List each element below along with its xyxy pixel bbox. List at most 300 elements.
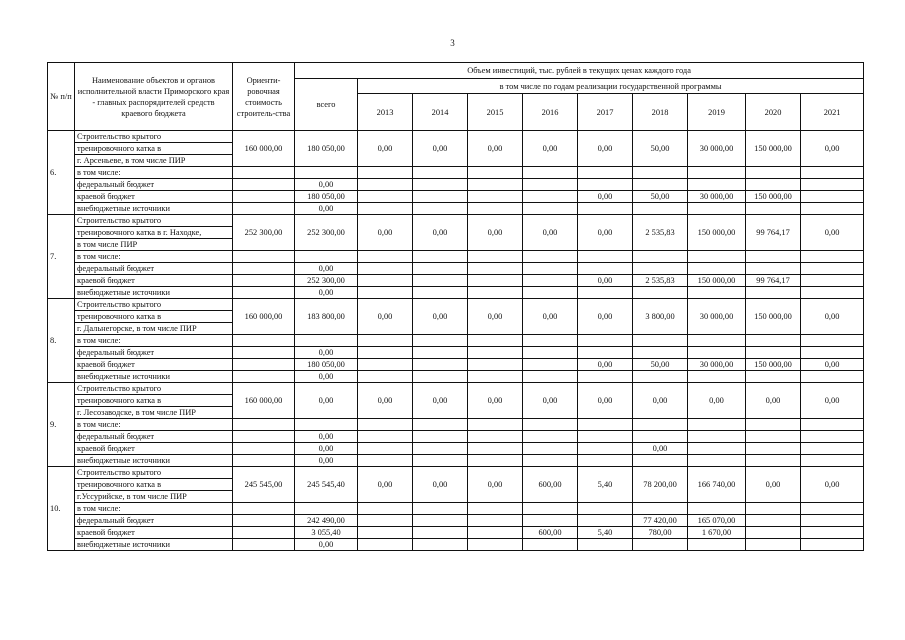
object-cost: 160 000,00 [233, 131, 295, 167]
funding-year-value [688, 167, 746, 179]
funding-cost [233, 287, 295, 299]
funding-year-value [523, 503, 578, 515]
funding-total: 242 490,00 [295, 515, 358, 527]
funding-row [48, 443, 864, 455]
funding-row [48, 335, 864, 347]
funding-year-value [801, 443, 864, 455]
funding-year-value [468, 503, 523, 515]
funding-year-value [746, 371, 801, 383]
header-year: 2016 [523, 94, 578, 131]
funding-year-value [633, 335, 688, 347]
funding-year-value [468, 287, 523, 299]
header-year: 2015 [468, 94, 523, 131]
funding-year-value [746, 443, 801, 455]
funding-year-value [578, 539, 633, 551]
funding-year-value [746, 539, 801, 551]
funding-total: 252 300,00 [295, 275, 358, 287]
funding-label: в том числе: [75, 167, 233, 179]
object-year-value: 0,00 [413, 299, 468, 335]
funding-year-value [523, 251, 578, 263]
funding-total: 0,00 [295, 347, 358, 359]
funding-year-value [413, 359, 468, 371]
funding-year-value [801, 263, 864, 275]
object-total: 180 050,00 [295, 131, 358, 167]
object-number: 6. [48, 131, 75, 215]
funding-cost [233, 539, 295, 551]
funding-cost [233, 515, 295, 527]
funding-year-value [801, 455, 864, 467]
funding-cost [233, 431, 295, 443]
funding-year-value [358, 455, 413, 467]
funding-year-value [413, 251, 468, 263]
funding-year-value [578, 335, 633, 347]
object-name-line: г. Дальнегорске, в том числе ПИР [75, 323, 233, 335]
funding-year-value [413, 455, 468, 467]
funding-row [48, 275, 864, 287]
funding-cost [233, 179, 295, 191]
funding-year-value [358, 539, 413, 551]
header-year: 2020 [746, 94, 801, 131]
funding-year-value [468, 539, 523, 551]
funding-year-value [413, 527, 468, 539]
funding-row [48, 539, 864, 551]
object-year-value: 0,00 [358, 383, 413, 419]
object-year-value: 0,00 [468, 299, 523, 335]
object-row [48, 299, 864, 311]
funding-year-value [413, 203, 468, 215]
object-name-line: тренировочного катка в [75, 143, 233, 155]
funding-year-value [468, 371, 523, 383]
funding-year-value [801, 179, 864, 191]
funding-year-value [578, 431, 633, 443]
object-year-value: 0,00 [468, 131, 523, 167]
funding-year-value: 150 000,00 [688, 275, 746, 287]
funding-total [295, 335, 358, 347]
object-cost: 160 000,00 [233, 383, 295, 419]
object-name-line: г.Уссурийске, в том числе ПИР [75, 491, 233, 503]
funding-year-value [358, 503, 413, 515]
funding-year-value [523, 263, 578, 275]
funding-year-value [801, 419, 864, 431]
object-year-value: 0,00 [633, 383, 688, 419]
funding-year-value [633, 287, 688, 299]
funding-label: краевой бюджет [75, 359, 233, 371]
funding-year-value [468, 335, 523, 347]
funding-year-value [358, 251, 413, 263]
funding-year-value [801, 539, 864, 551]
object-row [48, 131, 864, 143]
object-year-value: 0,00 [468, 215, 523, 251]
funding-year-value [801, 167, 864, 179]
funding-year-value [688, 263, 746, 275]
funding-year-value [578, 515, 633, 527]
funding-cost [233, 455, 295, 467]
object-number: 7. [48, 215, 75, 299]
funding-total [295, 503, 358, 515]
object-row [48, 215, 864, 227]
funding-label: федеральный бюджет [75, 263, 233, 275]
funding-year-value [746, 203, 801, 215]
object-year-value: 0,00 [413, 131, 468, 167]
funding-row [48, 347, 864, 359]
funding-year-value [688, 371, 746, 383]
funding-year-value [801, 275, 864, 287]
funding-year-value [468, 251, 523, 263]
funding-year-value [633, 203, 688, 215]
funding-year-value [746, 251, 801, 263]
header-total: всего [295, 79, 358, 131]
funding-year-value [633, 431, 688, 443]
object-name-line: тренировочного катка в [75, 395, 233, 407]
object-year-value: 150 000,00 [688, 215, 746, 251]
funding-year-value [358, 431, 413, 443]
funding-year-value [413, 443, 468, 455]
funding-label: федеральный бюджет [75, 179, 233, 191]
funding-year-value [688, 347, 746, 359]
object-row [48, 467, 864, 479]
funding-year-value [578, 455, 633, 467]
object-year-value: 0,00 [358, 467, 413, 503]
funding-year-value [578, 287, 633, 299]
funding-label: в том числе: [75, 419, 233, 431]
object-name-line: в том числе ПИР [75, 239, 233, 251]
funding-year-value [801, 203, 864, 215]
funding-total: 0,00 [295, 539, 358, 551]
funding-year-value [413, 335, 468, 347]
funding-row [48, 503, 864, 515]
funding-year-value: 150 000,00 [746, 191, 801, 203]
funding-label: в том числе: [75, 503, 233, 515]
funding-year-value [688, 431, 746, 443]
funding-cost [233, 251, 295, 263]
funding-label: краевой бюджет [75, 443, 233, 455]
funding-year-value [746, 419, 801, 431]
funding-year-value [468, 527, 523, 539]
object-name-line: Строительство крытого [75, 131, 233, 143]
funding-year-value [413, 431, 468, 443]
funding-row [48, 251, 864, 263]
object-year-value: 78 200,00 [633, 467, 688, 503]
funding-total: 3 055,40 [295, 527, 358, 539]
header-year: 2014 [413, 94, 468, 131]
object-cost: 160 000,00 [233, 299, 295, 335]
funding-year-value [688, 443, 746, 455]
object-year-value: 0,00 [468, 383, 523, 419]
object-total: 252 300,00 [295, 215, 358, 251]
funding-total: 180 050,00 [295, 191, 358, 203]
funding-year-value [523, 167, 578, 179]
funding-row [48, 167, 864, 179]
funding-year-value [413, 167, 468, 179]
funding-year-value [468, 515, 523, 527]
header-year: 2018 [633, 94, 688, 131]
funding-year-value [413, 191, 468, 203]
funding-year-value [358, 443, 413, 455]
funding-row [48, 515, 864, 527]
funding-total [295, 419, 358, 431]
object-year-value: 0,00 [746, 383, 801, 419]
object-year-value: 0,00 [468, 467, 523, 503]
funding-total [295, 167, 358, 179]
funding-year-value [413, 539, 468, 551]
funding-year-value: 0,00 [801, 359, 864, 371]
funding-year-value [523, 443, 578, 455]
funding-year-value: 1 670,00 [688, 527, 746, 539]
funding-row [48, 419, 864, 431]
object-year-value: 0,00 [413, 467, 468, 503]
funding-year-value [413, 347, 468, 359]
funding-year-value [413, 503, 468, 515]
object-year-value: 30 000,00 [688, 131, 746, 167]
funding-row [48, 431, 864, 443]
funding-year-value [688, 419, 746, 431]
funding-year-value [633, 371, 688, 383]
funding-year-value [801, 371, 864, 383]
funding-year-value: 2 535,83 [633, 275, 688, 287]
funding-year-value [468, 179, 523, 191]
object-name-line: тренировочного катка в г. Находке, [75, 227, 233, 239]
funding-year-value [746, 515, 801, 527]
object-year-value: 3 800,00 [633, 299, 688, 335]
object-year-value: 0,00 [358, 215, 413, 251]
object-year-value: 0,00 [523, 215, 578, 251]
object-year-value: 0,00 [358, 131, 413, 167]
funding-year-value [413, 371, 468, 383]
header-year: 2019 [688, 94, 746, 131]
funding-year-value [523, 515, 578, 527]
object-year-value: 166 740,00 [688, 467, 746, 503]
object-year-value: 0,00 [801, 299, 864, 335]
funding-year-value [358, 179, 413, 191]
funding-total: 0,00 [295, 431, 358, 443]
funding-year-value [468, 347, 523, 359]
funding-year-value [633, 347, 688, 359]
funding-label: краевой бюджет [75, 527, 233, 539]
object-year-value: 0,00 [578, 299, 633, 335]
object-year-value: 0,00 [578, 383, 633, 419]
funding-total: 0,00 [295, 371, 358, 383]
funding-year-value [358, 203, 413, 215]
object-year-value: 0,00 [801, 215, 864, 251]
funding-cost [233, 443, 295, 455]
funding-year-value [468, 443, 523, 455]
funding-year-value [801, 287, 864, 299]
funding-year-value [633, 419, 688, 431]
funding-row [48, 371, 864, 383]
object-year-value: 0,00 [688, 383, 746, 419]
funding-year-value [358, 419, 413, 431]
funding-year-value [523, 191, 578, 203]
funding-year-value [688, 287, 746, 299]
funding-year-value [358, 371, 413, 383]
funding-year-value [523, 287, 578, 299]
funding-year-value [688, 455, 746, 467]
funding-total: 0,00 [295, 455, 358, 467]
object-name-line: тренировочного катка в [75, 479, 233, 491]
funding-year-value [746, 287, 801, 299]
object-name-line: Строительство крытого [75, 467, 233, 479]
funding-cost [233, 527, 295, 539]
funding-year-value [413, 263, 468, 275]
funding-year-value: 99 764,17 [746, 275, 801, 287]
object-year-value: 600,00 [523, 467, 578, 503]
object-year-value: 0,00 [746, 467, 801, 503]
funding-year-value: 30 000,00 [688, 359, 746, 371]
object-year-value: 0,00 [413, 215, 468, 251]
funding-cost [233, 203, 295, 215]
funding-year-value [746, 455, 801, 467]
funding-row [48, 203, 864, 215]
funding-year-value [413, 419, 468, 431]
object-name-line: Строительство крытого [75, 215, 233, 227]
funding-year-value [633, 263, 688, 275]
funding-label: внебюджетные источники [75, 455, 233, 467]
funding-year-value [578, 347, 633, 359]
object-year-value: 30 000,00 [688, 299, 746, 335]
funding-row [48, 359, 864, 371]
funding-year-value [801, 527, 864, 539]
funding-year-value [523, 179, 578, 191]
funding-year-value [688, 503, 746, 515]
funding-total: 180 050,00 [295, 359, 358, 371]
object-name-line: г. Арсеньеве, в том числе ПИР [75, 155, 233, 167]
funding-cost [233, 371, 295, 383]
funding-year-value [523, 275, 578, 287]
investment-table [47, 62, 864, 551]
funding-year-value [578, 203, 633, 215]
funding-year-value: 780,00 [633, 527, 688, 539]
object-number: 8. [48, 299, 75, 383]
header-name: Наименование объектов и органов исполнительной власти Приморского края - главных распорядителей средств краевого бюджета [75, 63, 233, 131]
funding-year-value [358, 275, 413, 287]
object-year-value: 0,00 [523, 131, 578, 167]
funding-year-value [358, 167, 413, 179]
funding-year-value: 600,00 [523, 527, 578, 539]
funding-year-value [746, 335, 801, 347]
funding-year-value [358, 515, 413, 527]
funding-year-value [688, 179, 746, 191]
funding-year-value [688, 539, 746, 551]
funding-year-value [468, 419, 523, 431]
funding-year-value [523, 539, 578, 551]
funding-year-value [578, 251, 633, 263]
funding-year-value [578, 371, 633, 383]
table-header [48, 63, 864, 131]
object-year-value: 50,00 [633, 131, 688, 167]
funding-year-value [578, 167, 633, 179]
funding-year-value [413, 179, 468, 191]
object-year-value: 0,00 [578, 131, 633, 167]
funding-label: в том числе: [75, 335, 233, 347]
object-year-value: 0,00 [523, 383, 578, 419]
funding-year-value [746, 503, 801, 515]
funding-year-value [633, 455, 688, 467]
funding-year-value [801, 503, 864, 515]
funding-year-value [468, 191, 523, 203]
object-total: 183 800,00 [295, 299, 358, 335]
funding-year-value [358, 347, 413, 359]
funding-year-value [523, 419, 578, 431]
funding-year-value: 77 420,00 [633, 515, 688, 527]
object-year-value: 0,00 [801, 383, 864, 419]
table-body [48, 131, 864, 551]
funding-year-value [413, 275, 468, 287]
object-name-line: г. Лесозаводске, в том числе ПИР [75, 407, 233, 419]
funding-year-value [746, 179, 801, 191]
funding-total: 0,00 [295, 263, 358, 275]
object-year-value: 150 000,00 [746, 131, 801, 167]
funding-row [48, 179, 864, 191]
funding-year-value: 150 000,00 [746, 359, 801, 371]
funding-year-value [468, 275, 523, 287]
funding-year-value [468, 203, 523, 215]
funding-year-value [633, 503, 688, 515]
funding-year-value [358, 335, 413, 347]
object-year-value: 99 764,17 [746, 215, 801, 251]
funding-year-value: 165 070,00 [688, 515, 746, 527]
funding-year-value [468, 263, 523, 275]
funding-year-value [801, 515, 864, 527]
funding-cost [233, 275, 295, 287]
funding-label: краевой бюджет [75, 191, 233, 203]
header-cost: Ориенти-ровочная стоимость строитель-ства [233, 63, 295, 131]
object-year-value: 0,00 [413, 383, 468, 419]
funding-year-value [578, 179, 633, 191]
funding-year-value [633, 167, 688, 179]
object-cost: 252 300,00 [233, 215, 295, 251]
funding-row [48, 287, 864, 299]
funding-year-value [801, 335, 864, 347]
object-total: 0,00 [295, 383, 358, 419]
funding-year-value [358, 263, 413, 275]
funding-year-value [523, 359, 578, 371]
object-year-value: 150 000,00 [746, 299, 801, 335]
header-year: 2017 [578, 94, 633, 131]
funding-year-value [746, 527, 801, 539]
object-number: 9. [48, 383, 75, 467]
funding-year-value [468, 431, 523, 443]
object-number: 10. [48, 467, 75, 551]
funding-year-value [801, 347, 864, 359]
funding-total [295, 251, 358, 263]
funding-year-value [523, 431, 578, 443]
funding-total: 0,00 [295, 287, 358, 299]
header-volume: Объем инвестиций, тыс. рублей в текущих ценах каждого года [295, 63, 864, 79]
funding-year-value [633, 251, 688, 263]
funding-cost [233, 335, 295, 347]
header-year: 2021 [801, 94, 864, 131]
funding-total: 0,00 [295, 443, 358, 455]
funding-year-value [746, 431, 801, 443]
funding-year-value [688, 251, 746, 263]
funding-year-value [358, 287, 413, 299]
object-name-line: Строительство крытого [75, 299, 233, 311]
funding-row [48, 263, 864, 275]
funding-cost [233, 419, 295, 431]
object-year-value: 0,00 [523, 299, 578, 335]
funding-label: внебюджетные источники [75, 287, 233, 299]
funding-year-value [523, 371, 578, 383]
funding-year-value [746, 167, 801, 179]
funding-label: федеральный бюджет [75, 347, 233, 359]
funding-year-value [578, 443, 633, 455]
funding-year-value [413, 287, 468, 299]
object-name-line: тренировочного катка в [75, 311, 233, 323]
funding-cost [233, 503, 295, 515]
funding-year-value [801, 251, 864, 263]
object-name-line: Строительство крытого [75, 383, 233, 395]
funding-label: внебюджетные источники [75, 371, 233, 383]
